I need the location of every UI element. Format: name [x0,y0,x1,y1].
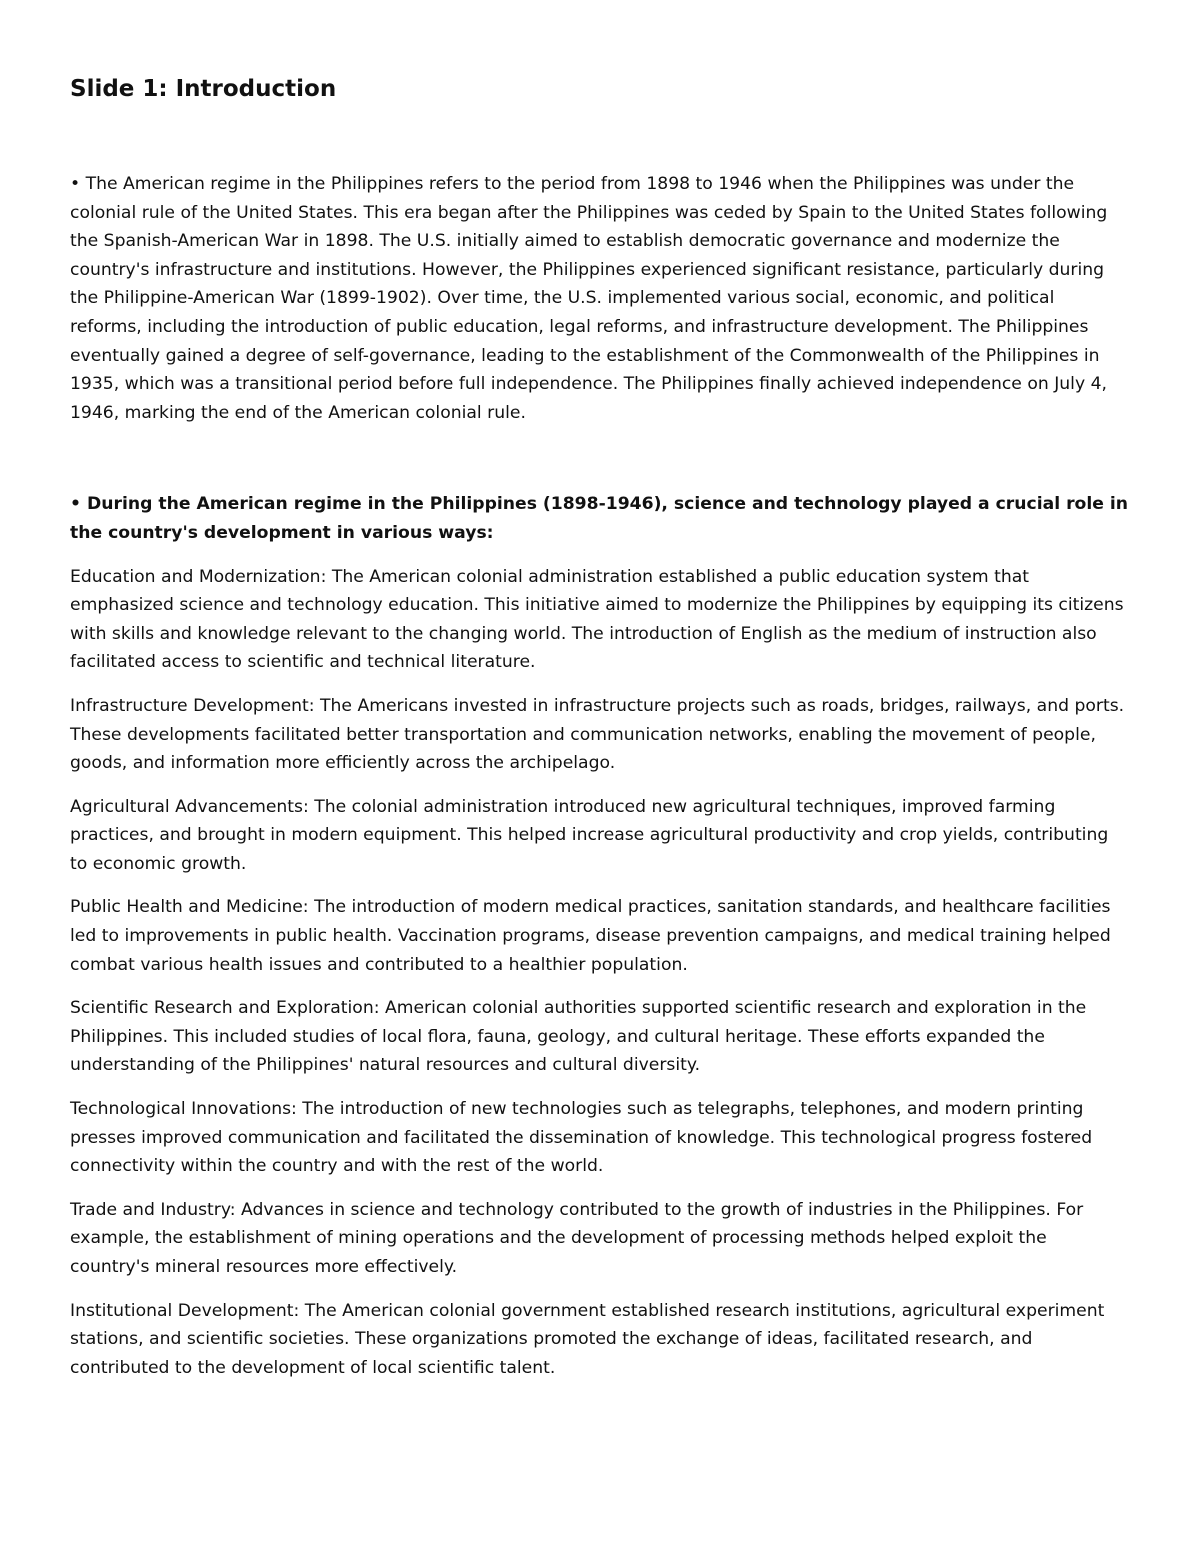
intro-paragraph [70,170,1130,427]
item-scientific-research-exploration: Scientific Research and Exploration: American colonial authorities supported scientific research and exploration in the Philippines. This included studies of local flora, fauna, geology, and cultural heritage. These efforts expanded the understanding of the Philippines' natural resources and cultural diversity. [70,998,1087,1076]
item-public-health-medicine: Public Health and Medicine: The introduction of modern medical practices, sanitation standards, and healthcare facilities led to improvements in public health. Vaccination programs, disease prevention campaigns, and medical training helped combat various health issues and contributed to a healthier population. [70,897,1111,975]
bullet-icon: • [70,494,81,515]
intro-paragraph-text: The American regime in the Philippines refers to the period from 1898 to 1946 when the Philippines was under the colonial rule of the United States. This era began after the Philippines was ceded by Spain to the United States following the Spanish-American War in 1898. The U.S. initially aimed to establish democratic governance and modernize the country's infrastructure and institutions. However, the Philippines experienced significant resistance, particularly during the Philippine-American War (1899-1902). Over time, the U.S. implemented various social, economic, and political reforms, including the introduction of public education, legal reforms, and infrastructure development. The Philippines eventually gained a degree of self-governance, leading to the establishment of the Commonwealth of the Philippines in 1935, which was a transitional period before full independence. The Philippines finally achieved independence on July 4, 1946, marking the end of the American colonial rule. [70,174,1108,423]
bullet-icon: • [70,174,81,194]
section-heading-text: During the American regime in the Philippines (1898-1946), science and technology played a crucial role in the country's development in various ways: [70,494,1129,543]
item-education-modernization: Education and Modernization: The American colonial administration established a public education system that emphasized science and technology education. This initiative aimed to modernize the Philippines by equipping its citizens with skills and knowledge relevant to the changing world. The introduction of English as the medium of instruction also facilitated access to scientific and technical literature. [70,566,1124,673]
section-heading [70,490,1130,547]
page-title: Slide 1: Introduction [70,76,337,102]
item-trade-industry: Trade and Industry: Advances in science and technology contributed to the growth of industries in the Philippines. For example, the establishment of mining operations and the development of processing methods helped exploit the country's mineral resources more effectively. [70,1199,1084,1277]
item-technological-innovations: Technological Innovations: The introduction of new technologies such as telegraphs, telephones, and modern printing presses improved communication and facilitated the dissemination of knowledge. This technological progress fostered connectivity within the country and with the rest of the world. [70,1099,1093,1177]
item-infrastructure-development: Infrastructure Development: The Americans invested in infrastructure projects such as roads, bridges, railways, and ports. These developments facilitated better transportation and communication networks, enabling the movement of people, goods, and information more efficiently across the archipelago. [70,695,1125,774]
item-agricultural-advancements: Agricultural Advancements: The colonial administration introduced new agricultural techniques, improved farming practices, and brought in modern equipment. This helped increase agricultural productivity and crop yields, contributing to economic growth. [70,796,1109,874]
item-institutional-development: Institutional Development: The American colonial government established research institutions, agricultural experiment stations, and scientific societies. These organizations promoted the exchange of ideas, facilitated research, and contributed to the development of local scientific talent. [70,1300,1105,1378]
